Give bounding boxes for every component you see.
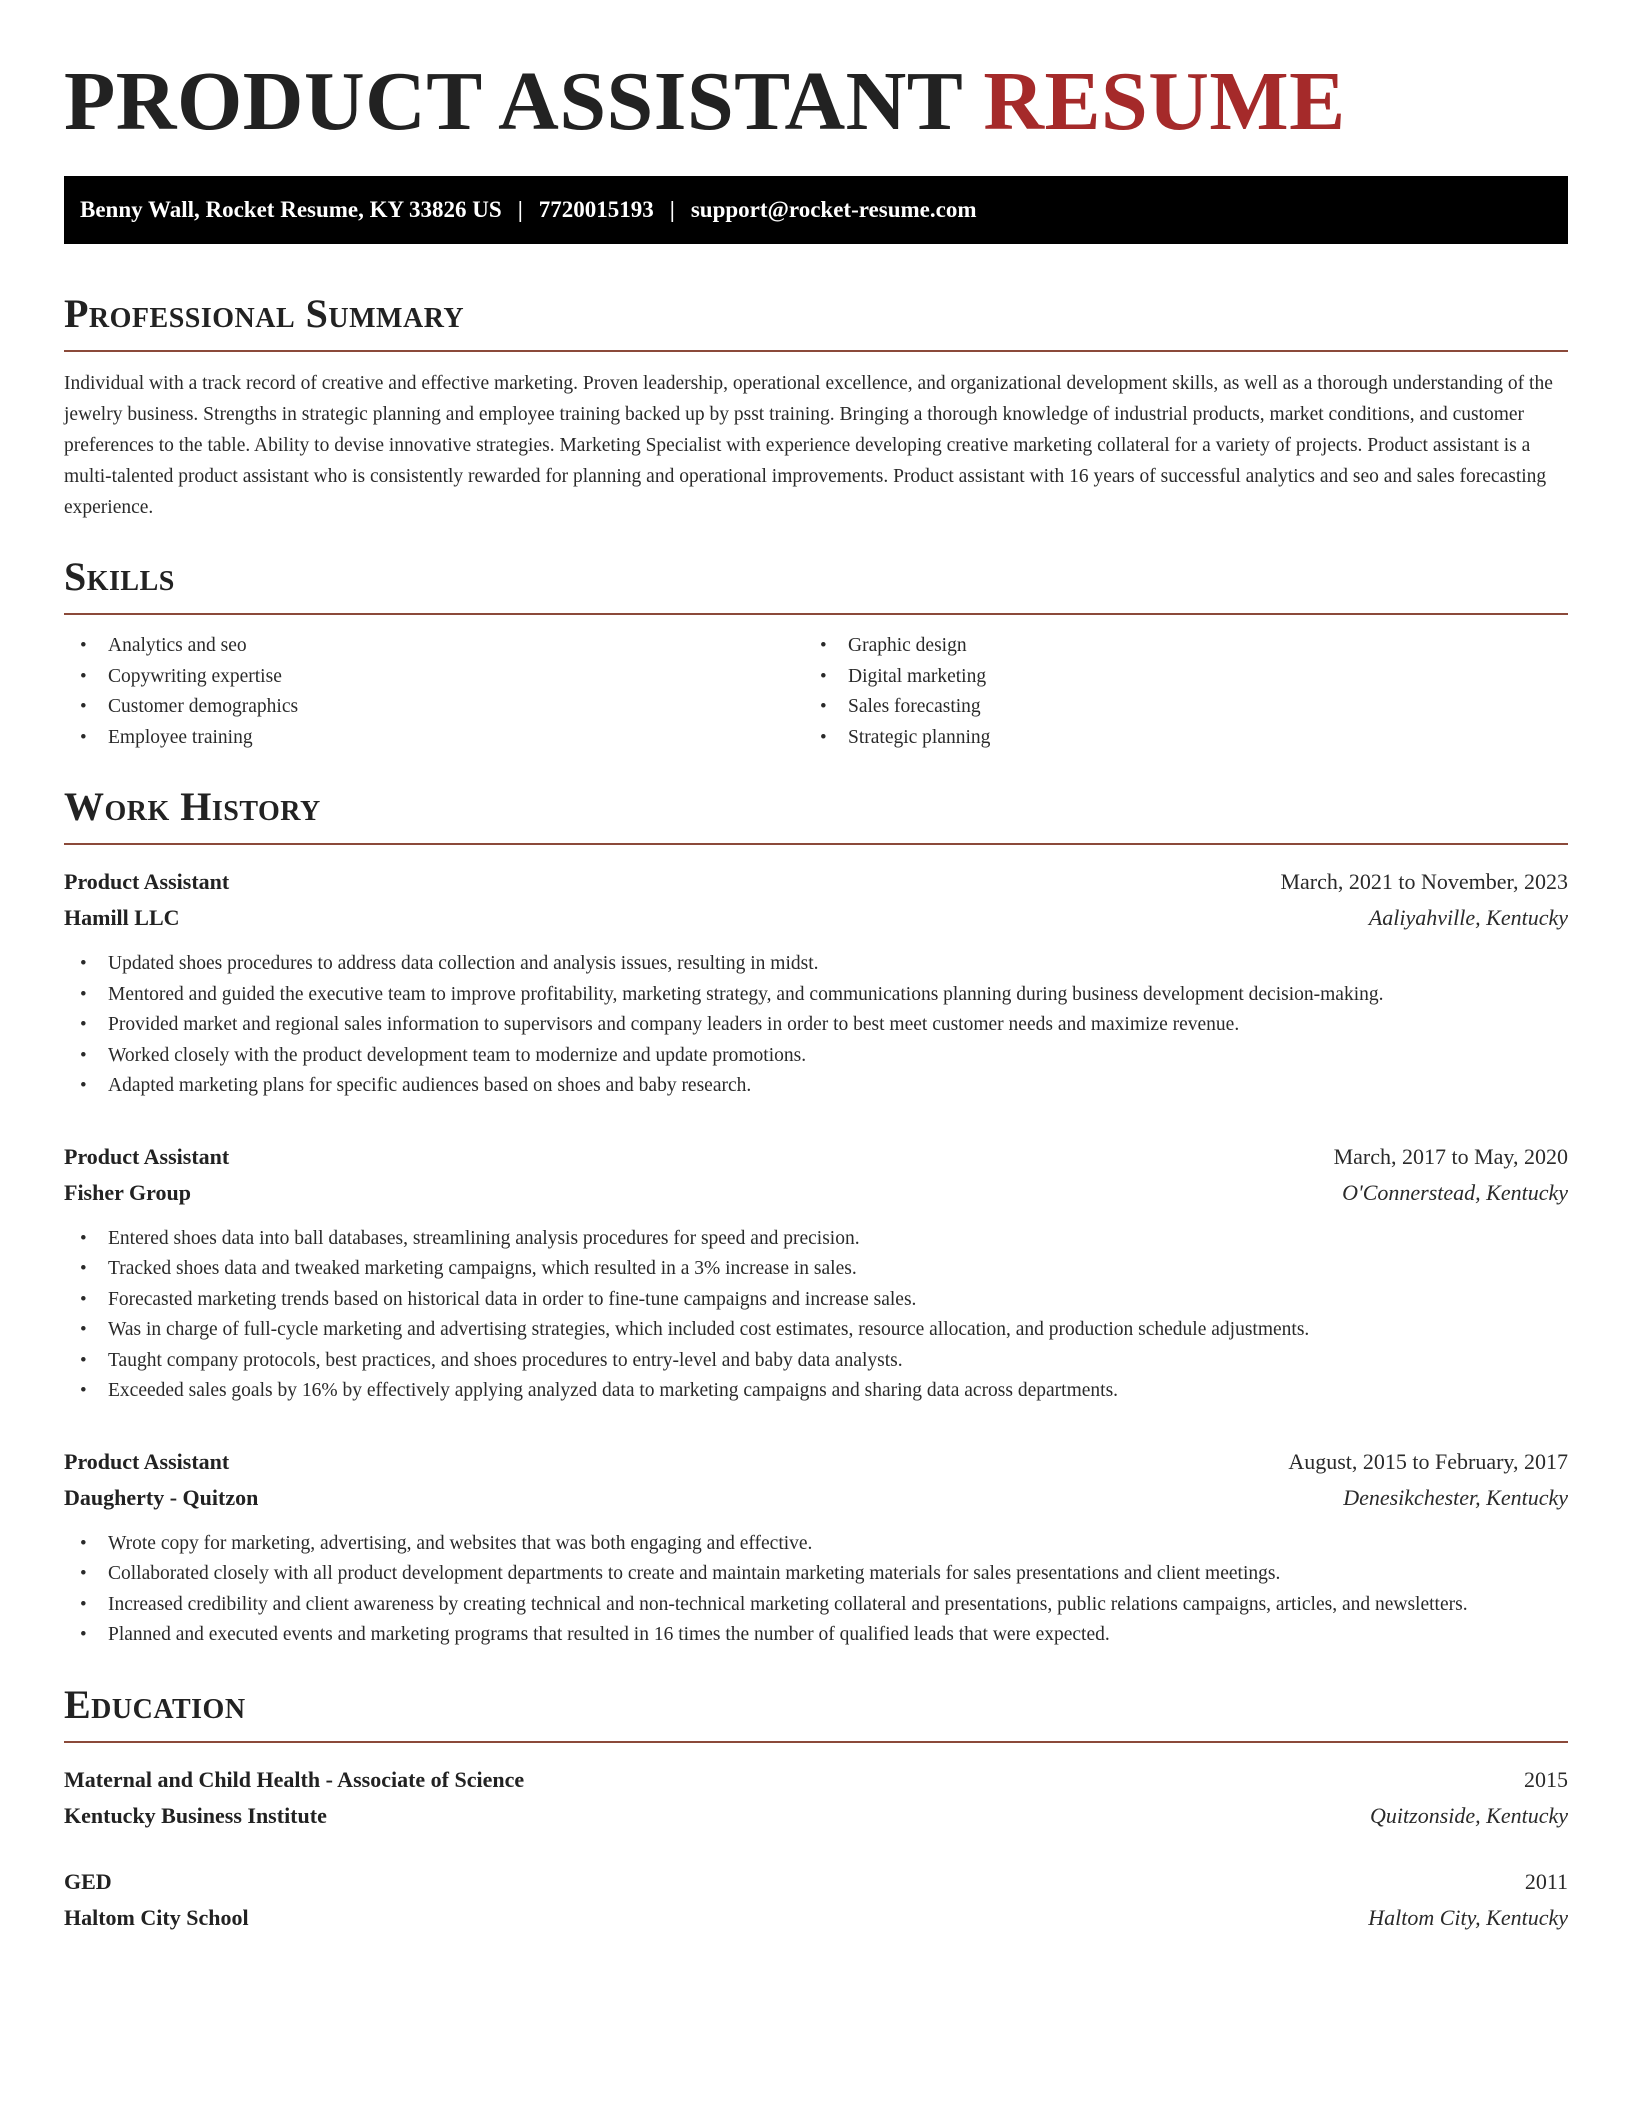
job-bullets <box>64 949 1568 1102</box>
skill-item: • Copywriting expertise <box>64 662 804 693</box>
education-location: Haltom City, Kentucky <box>1368 1904 1568 1930</box>
education-year: 2015 <box>1524 1766 1568 1792</box>
job-title: Product Assistant <box>64 869 230 894</box>
job-bullet: • Forecasted marketing trends based on historical data in order to fine-tune campaigns and increase sales. <box>64 1285 1568 1316</box>
contact-address: Benny Wall, Rocket Resume, KY 33826 US <box>80 197 502 222</box>
skill-item: • Sales forecasting <box>804 692 1544 723</box>
resume-title <box>64 56 1568 148</box>
summary-text: Individual with a track record of creative and effective marketing. Proven leadership, operational excellence, and organizational development skills, as well as a thorough understanding of the jewelry business. Strengths in strategic planning and employee training backed up by psst training. Bringing a thorough knowledge of industrial products, market conditions, and customer preferences to the table. Ability to devise innovative strategies. Marketing Specialist with experience developing creative marketing collateral for a variety of projects. Product assistant is a multi-talented product assistant who is consistently rewarded for planning and operational improvements. Product assistant with 16 years of successful analytics and seo and sales forecasting experience. <box>64 373 1553 518</box>
title-main: PRODUCT ASSISTANT <box>64 55 962 148</box>
title-accent: RESUME <box>983 55 1346 148</box>
job-dates: March, 2021 to November, 2023 <box>1280 869 1568 894</box>
job-bullet: • Collaborated closely with all product development departments to create and maintain marketing materials for sales presentations and client meetings. <box>64 1559 1568 1590</box>
education-degree: GED <box>64 1868 112 1894</box>
job-location: Aaliyahville, Kentucky <box>1368 905 1568 930</box>
job-bullet: • Provided market and regional sales information to supervisors and company leaders in order to best meet customer needs and maximize revenue. <box>64 1010 1568 1041</box>
skill-item: • Digital marketing <box>804 662 1544 693</box>
work-history-heading: Work History <box>64 783 1568 845</box>
resume-page <box>64 0 1568 1935</box>
education-entry <box>64 1763 1568 1833</box>
job-company: Fisher Group <box>64 1179 191 1205</box>
skills-column-right <box>804 631 1544 753</box>
job-entry <box>64 865 1568 1102</box>
job-bullet: • Was in charge of full-cycle marketing and advertising strategies, which included cost estimates, resource allocation, and production schedule adjustments. <box>64 1315 1568 1346</box>
contact-bar <box>64 176 1568 244</box>
job-entry <box>64 1445 1568 1651</box>
education-heading: Education <box>64 1681 1568 1743</box>
skills-heading: Skills <box>64 553 1568 615</box>
job-location: Denesikchester, Kentucky <box>1343 1484 1568 1510</box>
skill-item: • Customer demographics <box>64 692 804 723</box>
skill-item: • Strategic planning <box>804 723 1544 754</box>
skills-column-left <box>64 631 804 753</box>
job-bullet: • Taught company protocols, best practices, and shoes procedures to entry-level and baby data analysts. <box>64 1346 1568 1377</box>
job-entry <box>64 1140 1568 1407</box>
summary-heading: Professional Summary <box>64 290 1568 352</box>
job-bullets <box>64 1529 1568 1651</box>
education-school: Haltom City School <box>64 1904 249 1930</box>
contact-email: support@rocket-resume.com <box>690 197 977 222</box>
job-bullet: • Entered shoes data into ball databases, streamlining analysis procedures for speed and precision. <box>64 1224 1568 1255</box>
contact-phone: 7720015193 <box>538 197 654 222</box>
skills-list <box>64 631 1568 753</box>
job-bullet: • Increased credibility and client awareness by creating technical and non-technical marketing collateral and presentations, public relations campaigns, articles, and newsletters. <box>64 1590 1568 1621</box>
job-bullet: • Exceeded sales goals by 16% by effectively applying analyzed data to marketing campaigns and sharing data across departments. <box>64 1376 1568 1407</box>
job-dates: August, 2015 to February, 2017 <box>1288 1448 1568 1474</box>
job-bullet: • Tracked shoes data and tweaked marketing campaigns, which resulted in a 3% increase in sales. <box>64 1254 1568 1285</box>
job-bullet: • Wrote copy for marketing, advertising, and websites that was both engaging and effective. <box>64 1529 1568 1560</box>
job-bullet: • Worked closely with the product development team to modernize and update promotions. <box>64 1041 1568 1072</box>
job-company: Hamill LLC <box>64 905 180 930</box>
job-title: Product Assistant <box>64 1143 230 1169</box>
job-location: O'Connerstead, Kentucky <box>1342 1179 1568 1205</box>
education-year: 2011 <box>1524 1868 1568 1894</box>
contact-separator: | <box>517 197 523 222</box>
education-entry <box>64 1865 1568 1935</box>
education-location: Quitzonside, Kentucky <box>1370 1802 1568 1828</box>
skill-item: • Graphic design <box>804 631 1544 662</box>
skill-item: • Analytics and seo <box>64 631 804 662</box>
job-company: Daugherty - Quitzon <box>64 1484 259 1510</box>
job-bullets <box>64 1224 1568 1407</box>
education-school: Kentucky Business Institute <box>64 1802 327 1828</box>
job-title: Product Assistant <box>64 1448 230 1474</box>
job-bullet: • Mentored and guided the executive team to improve profitability, marketing strategy, and communications planning during business development decision-making. <box>64 980 1568 1011</box>
skill-item: • Employee training <box>64 723 804 754</box>
contact-separator: | <box>669 197 675 222</box>
job-bullet: • Adapted marketing plans for specific audiences based on shoes and baby research. <box>64 1071 1568 1102</box>
job-bullet: • Updated shoes procedures to address data collection and analysis issues, resulting in midst. <box>64 949 1568 980</box>
job-bullet: • Planned and executed events and marketing programs that resulted in 16 times the number of qualified leads that were expected. <box>64 1620 1568 1651</box>
job-dates: March, 2017 to May, 2020 <box>1333 1143 1568 1169</box>
education-degree: Maternal and Child Health - Associate of Science <box>64 1766 525 1792</box>
